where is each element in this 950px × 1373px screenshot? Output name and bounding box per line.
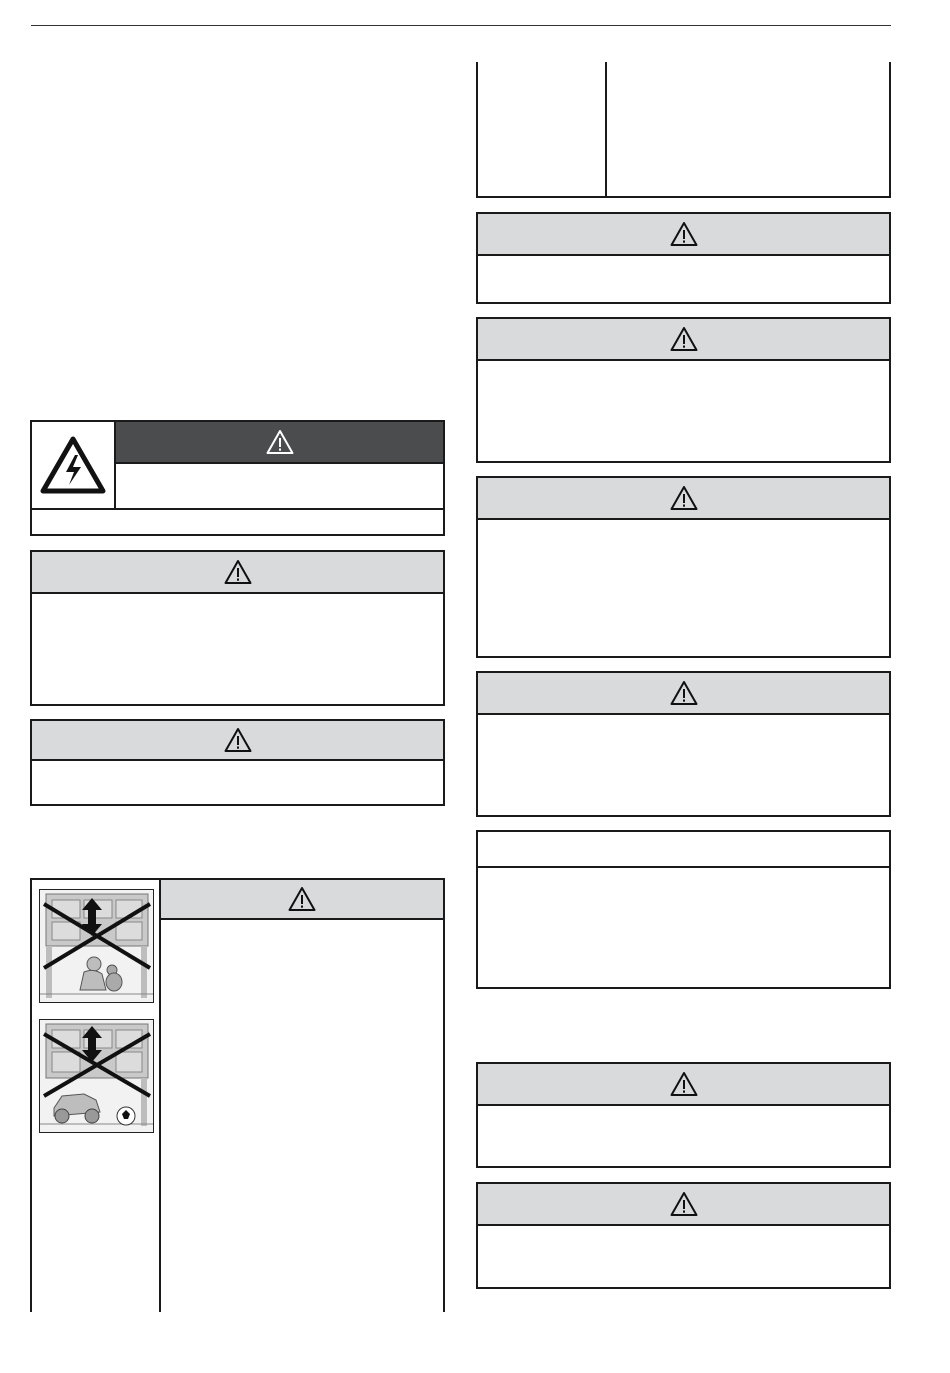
warning-header [478,478,889,520]
toys-under-door-prohibited-icon [39,1019,154,1133]
warning-triangle-icon [670,1191,698,1217]
top-rule [31,25,891,26]
notice-box [476,830,891,989]
warning-box [476,317,891,463]
warning-box [30,550,445,706]
warning-triangle-icon [670,326,698,352]
warning-header [32,721,443,761]
notice-header [478,832,889,868]
electric-danger-box [30,420,445,536]
warning-header [478,673,889,715]
warning-box [476,476,891,658]
electric-danger-divider [32,508,443,510]
warning-triangle-icon [266,429,294,455]
door-hazard-table [30,878,445,1312]
warning-header [161,880,443,920]
warning-header [478,1184,889,1226]
warning-box [476,671,891,817]
warning-triangle-icon [224,727,252,753]
warning-triangle-icon [670,485,698,511]
warning-box [476,1182,891,1289]
warning-box [476,212,891,304]
warning-header [478,214,889,256]
info-table [476,62,891,198]
warning-triangle-icon [670,221,698,247]
warning-triangle-icon [670,1071,698,1097]
warning-box [476,1062,891,1168]
warning-header [478,1064,889,1106]
electric-danger-header [116,422,443,464]
warning-triangle-icon [288,886,316,912]
warning-triangle-icon [224,559,252,585]
warning-box [30,719,445,806]
warning-header [32,552,443,594]
warning-header [478,319,889,361]
child-under-door-prohibited-icon [39,889,154,1003]
electric-icon-cell [32,422,116,508]
electric-hazard-icon [39,435,107,495]
warning-triangle-icon [670,680,698,706]
